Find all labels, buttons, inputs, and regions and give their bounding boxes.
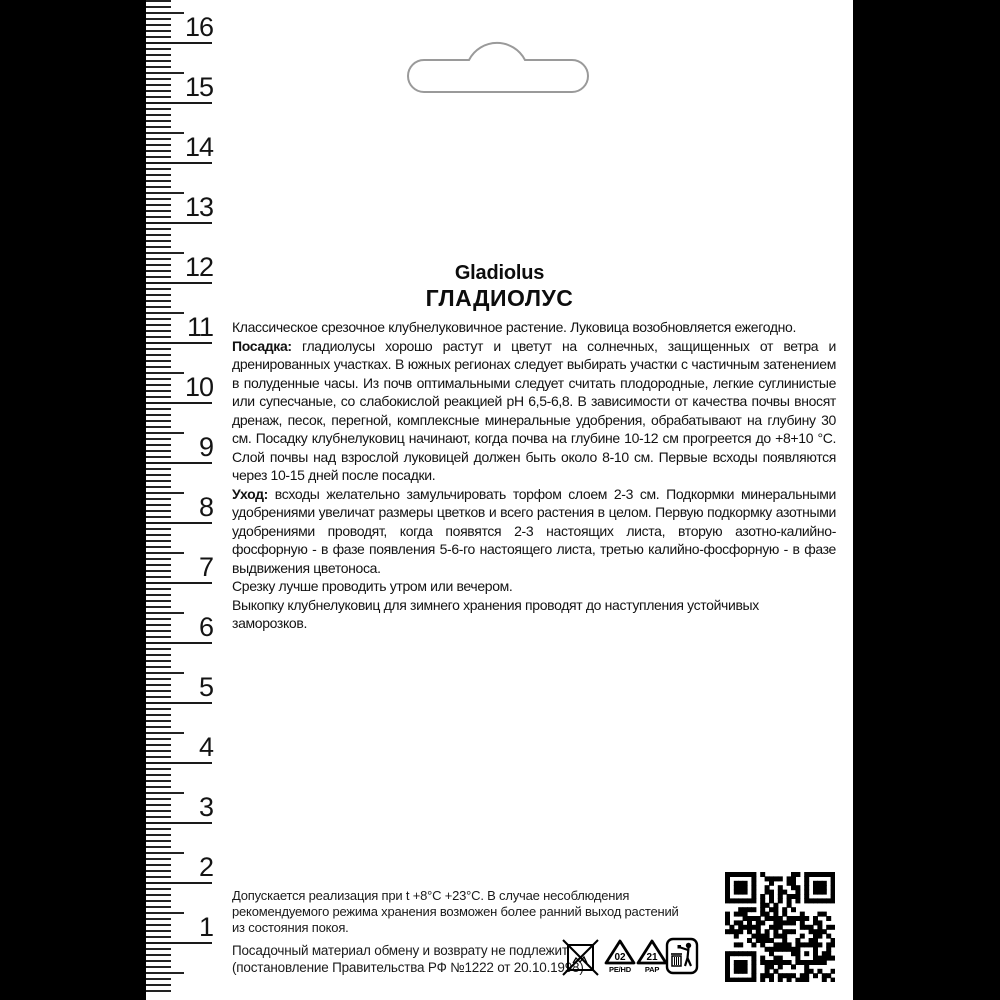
- ruler-tick: [146, 66, 171, 68]
- ruler-tick: [146, 900, 171, 902]
- ruler-tick: [146, 186, 171, 188]
- ruler-tick: [146, 60, 171, 62]
- ruler-tick: [146, 894, 171, 896]
- ruler: [146, 0, 226, 1000]
- right-black-margin: [853, 0, 1000, 1000]
- ruler-tick: [146, 906, 171, 908]
- ruler-cm-tick: [146, 102, 212, 104]
- ruler-tick: [146, 120, 171, 122]
- planting-text: гладиолусы хорошо растут и цветут на солнечных, защищенных от ветра и дренированных участках. В южных регионах следует выбирать участки с частичным затенением в полуденные часы. Из почв оптимальными следует считать плодородные, легкие суглинистые или супесчаные, со слабокислой реакцией pH 6,5-6,8. В зависимости от качества почвы вносят дренаж, песок, перегной, комплексные минеральные удобрения, обрабатывают на глубину 30 см. Посадку клубнелуковиц начинают, когда почва на глубине 10-12 см прогреется до +8+10 °С. Слой почвы над взрослой луковицей должен быть около 8-10 см. Первые всходы появляются через 10-15 дней после посадки.: [232, 337, 836, 483]
- ruler-tick: [146, 126, 171, 128]
- page-title-russian: ГЛАДИОЛУС: [425, 285, 574, 311]
- ruler-number: 15: [184, 72, 213, 102]
- ruler-number: 10: [184, 372, 213, 402]
- ruler-cm-tick: [146, 822, 212, 824]
- ruler-tick: [146, 768, 171, 770]
- ruler-tick: [146, 474, 171, 476]
- ruler-tick: [146, 528, 171, 530]
- planting-paragraph: [232, 337, 836, 485]
- ruler-tick: [146, 540, 171, 542]
- ruler-tick: [146, 408, 171, 410]
- ruler-tick: [146, 846, 171, 848]
- page-title-latin: Gladiolus: [454, 262, 545, 284]
- ruler-tick: [146, 972, 184, 974]
- ruler-tick: [146, 960, 171, 962]
- ruler-cm-tick: [146, 642, 212, 644]
- recycling-pehd-label: PE/HD: [609, 965, 631, 974]
- ruler-number: 11: [186, 312, 213, 342]
- digging-note: Выкопку клубнелуковиц для зимнего хранения проводят до наступления устойчивых заморозков.: [232, 596, 759, 631]
- ruler-tick: [146, 546, 171, 548]
- recycling-pap-label: PAP: [644, 965, 660, 974]
- ruler-tick: [146, 954, 171, 956]
- ruler-tick: [146, 780, 171, 782]
- ruler-cm-tick: [146, 522, 212, 524]
- ruler-tick: [146, 168, 171, 170]
- return-note-line2: (постановление Правительства РФ №1222 от 20.10.1998): [232, 959, 584, 975]
- ruler-tick: [146, 420, 171, 422]
- care-paragraph: [232, 485, 836, 578]
- ruler-tick: [146, 708, 171, 710]
- ruler-tick: [146, 828, 171, 830]
- ruler-number: 8: [198, 492, 213, 522]
- ruler-tick: [146, 606, 171, 608]
- ruler-tick: [146, 108, 171, 110]
- ruler-tick: [146, 666, 171, 668]
- ruler-number: 9: [198, 432, 213, 462]
- ruler-tick: [146, 180, 171, 182]
- ruler-tick: [146, 654, 171, 656]
- intro-line: Классическое срезочное клубнелуковичное растение. Луковица возобновляется ежегодно.: [232, 319, 796, 335]
- ruler-tick: [146, 228, 171, 230]
- ruler-tick: [146, 6, 171, 8]
- ruler-tick: [146, 978, 171, 980]
- ruler-number: 3: [198, 792, 213, 822]
- ruler-tick: [146, 786, 171, 788]
- ruler-tick: [146, 990, 171, 992]
- ruler-tick: [146, 714, 171, 716]
- ruler-tick: [146, 234, 171, 236]
- care-text: всходы желательно замульчировать торфом слоем 2-3 см. Подкормки минеральными удобрениями увеличат размеры цветков и всего растения в целом. Первую подкормку азотными удобрениями проводят, когда появятся 2-3 настоящих листа, вторую азотно-калийно-фосфорную - в фазе появления 5-6-го настоящего листа, третью калийно-фосфорную - в фазе выдвижения цветоноса.: [232, 485, 836, 576]
- ruler-tick: [146, 366, 171, 368]
- ruler-cm-tick: [146, 402, 212, 404]
- recycling-pap-code: 21: [646, 952, 658, 963]
- ruler-cm-tick: [146, 42, 212, 44]
- ruler-tick: [146, 354, 171, 356]
- ruler-tick: [146, 600, 171, 602]
- ruler-tick: [146, 840, 171, 842]
- ruler-number: 12: [184, 252, 213, 282]
- ruler-tick: [146, 948, 171, 950]
- crossed-out-box-icon: [562, 939, 599, 976]
- ruler-tick: [146, 414, 171, 416]
- ruler-tick: [146, 174, 171, 176]
- ruler-cm-tick: [146, 222, 212, 224]
- ruler-tick: [146, 114, 171, 116]
- ruler-tick: [146, 834, 171, 836]
- left-black-margin: [0, 0, 146, 1000]
- return-note-line1: Посадочный материал обмену и возврату не подлежит: [232, 943, 568, 958]
- ruler-cm-tick: [146, 942, 212, 944]
- planting-label: Посадка:: [232, 337, 292, 354]
- ruler-cm-tick: [146, 342, 212, 344]
- ruler-tick: [146, 426, 171, 428]
- tidy-man-icon: [665, 937, 699, 975]
- recycling-pehd-code: 02: [614, 952, 626, 963]
- ruler-number: 14: [184, 132, 213, 162]
- ruler-tick: [146, 594, 171, 596]
- ruler-cm-tick: [146, 162, 212, 164]
- ruler-tick: [146, 480, 171, 482]
- ruler-cm-tick: [146, 582, 212, 584]
- ruler-tick: [146, 984, 171, 986]
- ruler-tick: [146, 348, 171, 350]
- ruler-tick: [146, 888, 171, 890]
- ruler-tick: [146, 588, 171, 590]
- ruler-tick: [146, 0, 171, 2]
- ruler-cm-tick: [146, 762, 212, 764]
- ruler-number: 5: [198, 672, 213, 702]
- ruler-tick: [146, 360, 171, 362]
- care-label: Уход:: [232, 485, 268, 502]
- ruler-number: 1: [198, 912, 213, 942]
- ruler-cm-tick: [146, 882, 212, 884]
- ruler-tick: [146, 54, 171, 56]
- recycling-pap-icon: [636, 938, 668, 965]
- ruler-tick: [146, 534, 171, 536]
- recycling-pehd-icon: [604, 938, 636, 965]
- ruler-tick: [146, 720, 171, 722]
- ruler-tick: [146, 726, 171, 728]
- ruler-number: 7: [198, 552, 213, 582]
- ruler-cm-tick: [146, 702, 212, 704]
- ruler-number: 2: [198, 852, 213, 882]
- ruler-cm-tick: [146, 462, 212, 464]
- ruler-tick: [146, 774, 171, 776]
- storage-note: Допускается реализация при t +8°С +23°С. В случае несоблюдения рекомендуемого режима хранения возможен более ранний выход растений из состояния покоя.: [232, 888, 679, 935]
- ruler-tick: [146, 240, 171, 242]
- ruler-tick: [146, 486, 171, 488]
- description-text: [232, 318, 836, 633]
- ruler-tick: [146, 246, 171, 248]
- ruler-tick: [146, 660, 171, 662]
- cutting-note: Срезку лучше проводить утром или вечером.: [232, 578, 513, 594]
- ruler-tick: [146, 966, 171, 968]
- ruler-number: 16: [184, 12, 213, 42]
- ruler-number: 4: [198, 732, 213, 762]
- euro-slot-hang-hole: [400, 36, 600, 98]
- ruler-tick: [146, 648, 171, 650]
- ruler-number: 6: [198, 612, 213, 642]
- ruler-tick: [146, 468, 171, 470]
- qr-code: [725, 872, 835, 982]
- ruler-tick: [146, 48, 171, 50]
- ruler-number: 13: [184, 192, 213, 222]
